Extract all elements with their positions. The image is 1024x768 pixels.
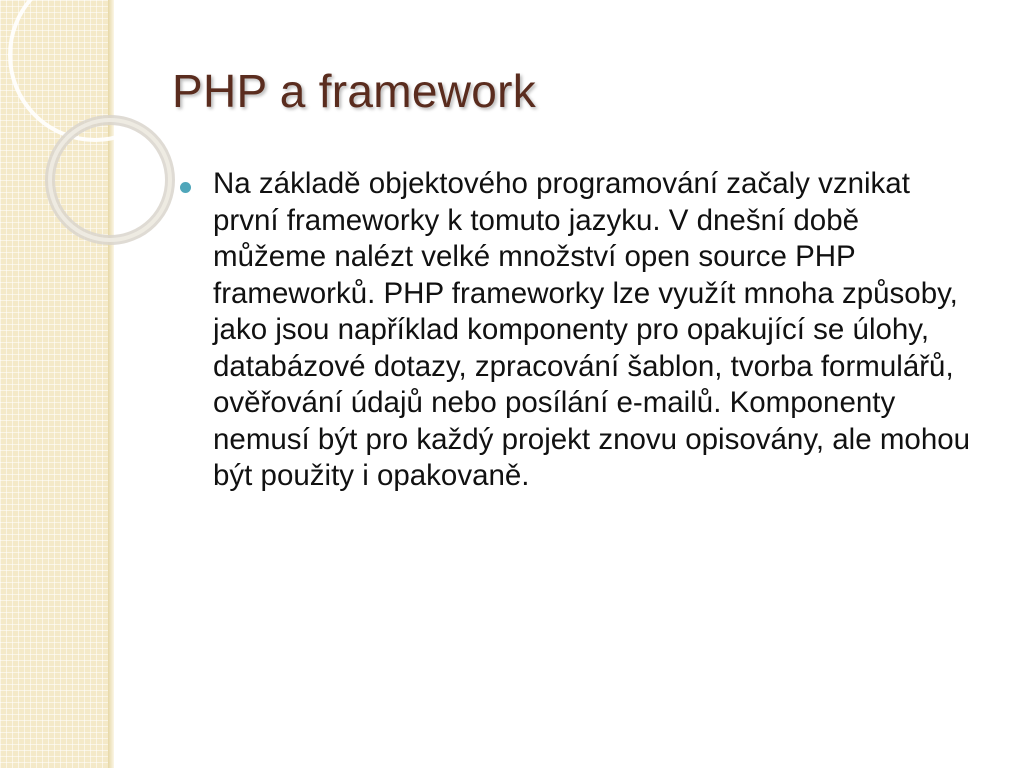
decorative-circles	[0, 0, 140, 260]
bullet-dot-icon	[180, 182, 191, 193]
bullet-text: Na základě objektového programování začaly vznikat první frameworky k tomuto jazyku. V dnešní době můžeme nalézt velké množství open source PHP frameworků. PHP frameworky lze využít mnoha způsoby, jako jsou například komponenty pro opakující se úlohy, databázové dotazy, zpracování šablon, tvorba formulářů, ověřování údajů nebo posílání e-mailů. Komponenty nemusí být pro každý projekt znovu opisovány, ale mohou být použity i opakovaně.	[213, 167, 971, 492]
slide-title: PHP a framework	[172, 65, 537, 117]
slide-content	[180, 166, 980, 495]
bullet-item	[180, 166, 980, 495]
